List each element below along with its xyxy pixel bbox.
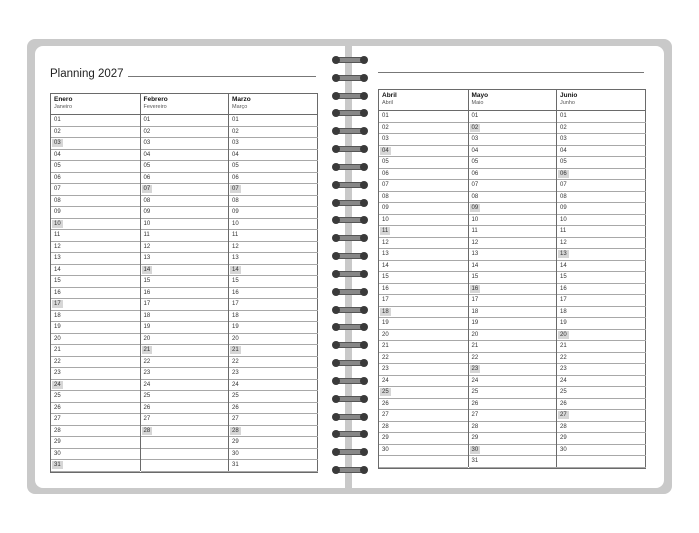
day-number: 15	[143, 278, 151, 284]
day-number: 30	[560, 446, 567, 453]
day-number: 22	[560, 354, 567, 361]
month-column	[556, 90, 646, 467]
binding-ring	[333, 307, 366, 313]
day-number: 08	[143, 197, 151, 204]
day-number: 28	[560, 423, 567, 430]
day-number: 27	[232, 416, 239, 422]
day-number: 16	[54, 289, 61, 296]
month-header	[141, 94, 230, 115]
binding-ring	[333, 164, 366, 170]
month-column	[51, 94, 140, 471]
ring-hole	[360, 163, 368, 171]
binding-ring	[333, 93, 366, 99]
ring-hole	[360, 306, 368, 314]
day-number: 26	[560, 400, 567, 407]
day-number: 01	[382, 113, 389, 119]
ring-hole	[332, 163, 340, 171]
day-number: 08	[382, 193, 389, 200]
day-number: 13	[471, 251, 479, 257]
day-number: 05	[143, 163, 151, 169]
ring-hole	[360, 56, 368, 64]
day-number: 31	[471, 458, 479, 464]
day-number: 22	[143, 358, 151, 365]
day-number: 06	[560, 170, 567, 177]
day-number: 21	[54, 347, 61, 353]
day-number: 20	[54, 335, 61, 342]
month-header	[51, 94, 140, 115]
day-number: 18	[560, 308, 567, 315]
day-number: 02	[143, 128, 151, 135]
day-number: 07	[143, 186, 151, 192]
ring-hole	[332, 181, 340, 189]
day-number: 25	[560, 389, 567, 395]
ring-hole	[332, 92, 340, 100]
day-number: 03	[471, 136, 479, 142]
day-number: 19	[471, 320, 479, 326]
month-header	[469, 90, 558, 111]
month-name-secondary: Janeiro	[54, 104, 73, 110]
day-number: 22	[382, 354, 389, 361]
day-number: 01	[143, 117, 151, 123]
day-number: 25	[382, 389, 389, 395]
month-name: Marzo	[232, 96, 251, 103]
day-number: 11	[143, 232, 150, 238]
day-number: 02	[560, 124, 567, 131]
day-number: 31	[232, 462, 239, 468]
day-number: 03	[232, 140, 239, 146]
binding-ring	[333, 449, 366, 455]
ring-hole	[332, 377, 340, 385]
day-number: 22	[54, 358, 61, 365]
day-number: 08	[54, 197, 61, 204]
day-number: 26	[232, 404, 239, 411]
day-number: 20	[232, 335, 239, 342]
day-number: 15	[382, 274, 389, 280]
day-number: 17	[232, 301, 239, 307]
day-number: 11	[560, 228, 567, 234]
month-name: Mayo	[471, 92, 489, 99]
binding-ring	[333, 182, 366, 188]
day-number: 10	[232, 220, 239, 227]
day-number: 27	[382, 412, 389, 418]
day-number: 02	[471, 124, 479, 131]
day-number: 09	[232, 209, 239, 215]
day-number: 13	[382, 251, 389, 257]
month-name: Febrero	[143, 96, 168, 103]
ring-hole	[332, 56, 340, 64]
day-number: 11	[232, 232, 239, 238]
ring-hole	[332, 270, 340, 278]
day-number: 12	[232, 243, 239, 250]
day-number: 22	[471, 354, 479, 361]
day-number: 06	[471, 170, 479, 177]
day-number: 14	[143, 266, 151, 273]
day-number: 23	[560, 366, 567, 372]
day-number: 29	[54, 439, 61, 445]
month-name: Abril	[382, 92, 397, 99]
day-number: 13	[560, 251, 567, 257]
day-number: 26	[471, 400, 479, 407]
day-number: 02	[232, 128, 239, 135]
page-title: Planning 2027	[50, 68, 124, 80]
day-number: 21	[232, 347, 239, 353]
title-underline	[128, 76, 316, 77]
day-number: 28	[143, 427, 151, 434]
day-number: 04	[382, 147, 389, 154]
day-number: 06	[232, 174, 239, 181]
ring-hole	[332, 288, 340, 296]
month-name: Enero	[54, 96, 73, 103]
day-number: 19	[560, 320, 567, 326]
day-number: 13	[54, 255, 61, 261]
day-number: 09	[560, 205, 567, 211]
day-number: 24	[560, 377, 567, 384]
planner-table-left	[50, 93, 318, 473]
day-number: 05	[382, 159, 389, 165]
day-number: 16	[560, 285, 567, 292]
title-underline-right	[378, 72, 644, 73]
day-number: 21	[143, 347, 151, 353]
ring-hole	[332, 127, 340, 135]
day-number: 09	[382, 205, 389, 211]
day-number: 04	[560, 147, 567, 154]
day-number: 13	[143, 255, 151, 261]
ring-hole	[360, 74, 368, 82]
day-number: 10	[471, 216, 479, 223]
day-number: 24	[382, 377, 389, 384]
day-number: 14	[560, 262, 567, 269]
day-number: 05	[471, 159, 479, 165]
day-number: 20	[471, 331, 479, 338]
day-number: 21	[471, 343, 479, 349]
ring-hole	[332, 109, 340, 117]
ring-hole	[332, 413, 340, 421]
day-number: 28	[54, 427, 61, 434]
day-number: 07	[382, 182, 389, 188]
day-number: 25	[232, 393, 239, 399]
day-number: 01	[232, 117, 239, 123]
day-number: 01	[560, 113, 567, 119]
ring-hole	[360, 92, 368, 100]
day-number: 23	[54, 370, 61, 376]
day-number: 24	[54, 381, 61, 388]
day-number: 28	[471, 423, 479, 430]
day-row[interactable]	[379, 455, 468, 468]
day-number: 29	[232, 439, 239, 445]
day-number: 17	[560, 297, 567, 303]
day-number: 23	[143, 370, 151, 376]
binding-ring	[333, 253, 366, 259]
day-number: 07	[560, 182, 567, 188]
binding-ring	[333, 200, 366, 206]
day-number: 19	[232, 324, 239, 330]
day-number: 24	[232, 381, 239, 388]
day-number: 15	[232, 278, 239, 284]
day-number: 30	[471, 446, 479, 453]
binding-ring	[333, 217, 366, 223]
day-number: 15	[560, 274, 567, 280]
day-number: 08	[232, 197, 239, 204]
day-number: 19	[143, 324, 151, 330]
day-number: 26	[382, 400, 389, 407]
day-number: 07	[232, 186, 239, 192]
binding-ring	[333, 360, 366, 366]
day-number: 14	[471, 262, 479, 269]
day-number: 13	[232, 255, 239, 261]
ring-hole	[360, 288, 368, 296]
day-number: 10	[560, 216, 567, 223]
month-header	[557, 90, 646, 111]
binding-ring	[333, 110, 366, 116]
binding-ring	[333, 431, 366, 437]
day-number: 14	[232, 266, 239, 273]
day-number: 05	[232, 163, 239, 169]
day-number: 14	[382, 262, 389, 269]
day-number: 12	[54, 243, 61, 250]
month-header	[379, 90, 468, 111]
binding-ring	[333, 235, 366, 241]
ring-hole	[360, 377, 368, 385]
day-row[interactable]	[51, 459, 140, 472]
day-number: 03	[54, 140, 61, 146]
day-number: 23	[232, 370, 239, 376]
day-number: 28	[382, 423, 389, 430]
ring-hole	[332, 306, 340, 314]
day-number: 21	[560, 343, 567, 349]
ring-hole	[332, 359, 340, 367]
day-number: 23	[471, 366, 479, 372]
ring-hole	[332, 323, 340, 331]
day-number: 09	[54, 209, 61, 215]
day-number: 16	[143, 289, 151, 296]
month-name-secondary: Junho	[560, 100, 575, 106]
binding-ring	[333, 289, 366, 295]
day-number: 11	[54, 232, 61, 238]
binding-ring	[333, 324, 366, 330]
day-number: 01	[54, 117, 61, 123]
day-number: 11	[471, 228, 478, 234]
day-number: 15	[471, 274, 479, 280]
day-number: 28	[232, 427, 239, 434]
ring-hole	[360, 270, 368, 278]
ring-hole	[360, 413, 368, 421]
day-number: 05	[560, 159, 567, 165]
day-number: 12	[143, 243, 151, 250]
day-number: 03	[143, 140, 151, 146]
day-number: 07	[54, 186, 61, 192]
binding-ring	[333, 378, 366, 384]
binding-ring	[333, 271, 366, 277]
day-number: 30	[232, 450, 239, 457]
day-number: 08	[560, 193, 567, 200]
ring-hole	[332, 216, 340, 224]
day-number: 10	[143, 220, 151, 227]
day-number: 27	[143, 416, 151, 422]
day-number: 06	[382, 170, 389, 177]
day-number: 27	[560, 412, 567, 418]
day-number: 07	[471, 182, 479, 188]
day-number: 30	[54, 450, 61, 457]
day-number: 06	[54, 174, 61, 181]
binding-ring	[333, 75, 366, 81]
day-number: 17	[471, 297, 479, 303]
day-number: 15	[54, 278, 61, 284]
ring-hole	[360, 181, 368, 189]
day-number: 10	[54, 220, 61, 227]
day-number: 18	[471, 308, 479, 315]
ring-hole	[360, 466, 368, 474]
day-number: 16	[232, 289, 239, 296]
ring-hole	[332, 430, 340, 438]
day-number: 23	[382, 366, 389, 372]
month-column	[468, 90, 558, 467]
day-number: 18	[54, 312, 61, 319]
day-number: 26	[54, 404, 61, 411]
day-number: 25	[54, 393, 61, 399]
day-number: 20	[560, 331, 567, 338]
month-name-secondary: Março	[232, 104, 248, 110]
day-number: 27	[471, 412, 479, 418]
day-number: 17	[54, 301, 61, 307]
day-number: 17	[382, 297, 389, 303]
day-number: 12	[471, 239, 479, 246]
binding-ring	[333, 57, 366, 63]
day-number: 05	[54, 163, 61, 169]
planner-table-right	[378, 89, 646, 469]
day-row[interactable]	[229, 459, 318, 472]
day-number: 14	[54, 266, 61, 273]
day-number: 11	[382, 228, 389, 234]
binding-ring	[333, 467, 366, 473]
day-number: 25	[143, 393, 151, 399]
day-number: 19	[54, 324, 61, 330]
day-number: 24	[471, 377, 479, 384]
day-row[interactable]	[557, 455, 646, 468]
day-number: 17	[143, 301, 151, 307]
day-number: 04	[143, 151, 151, 158]
day-number: 20	[143, 335, 151, 342]
day-number: 01	[471, 113, 479, 119]
month-name-secondary: Abril	[382, 100, 394, 106]
day-number: 16	[471, 285, 479, 292]
day-number: 18	[382, 308, 389, 315]
day-number: 12	[382, 239, 389, 246]
day-number: 16	[382, 285, 389, 292]
month-name-secondary: Maio	[471, 100, 484, 106]
ring-hole	[360, 359, 368, 367]
ring-hole	[332, 395, 340, 403]
ring-hole	[360, 199, 368, 207]
month-name-secondary: Fevereiro	[143, 104, 167, 110]
day-number: 06	[143, 174, 151, 181]
binding-ring	[333, 146, 366, 152]
day-number: 27	[54, 416, 61, 422]
month-name: Junio	[560, 92, 578, 99]
month-column	[140, 94, 230, 471]
day-row[interactable]	[141, 459, 230, 472]
day-number: 09	[471, 205, 479, 211]
month-column	[379, 90, 468, 467]
day-number: 12	[560, 239, 567, 246]
day-number: 03	[560, 136, 567, 142]
day-number: 09	[143, 209, 151, 215]
day-number: 29	[382, 435, 389, 441]
ring-hole	[332, 74, 340, 82]
day-number: 18	[232, 312, 239, 319]
day-number: 20	[382, 331, 389, 338]
day-number: 25	[471, 389, 479, 395]
day-number: 22	[232, 358, 239, 365]
day-number: 04	[471, 147, 479, 154]
binding-ring	[333, 414, 366, 420]
day-number: 08	[471, 193, 479, 200]
day-number: 31	[54, 462, 61, 468]
day-number: 21	[382, 343, 389, 349]
day-number: 04	[232, 151, 239, 158]
day-number: 04	[54, 151, 61, 158]
day-number: 18	[143, 312, 151, 319]
ring-hole	[332, 199, 340, 207]
day-number: 30	[382, 446, 389, 453]
binding-ring	[333, 128, 366, 134]
day-row[interactable]	[469, 455, 558, 468]
binding-ring	[333, 396, 366, 402]
ring-hole	[332, 234, 340, 242]
day-number: 10	[382, 216, 389, 223]
day-number: 02	[382, 124, 389, 131]
ring-hole	[332, 466, 340, 474]
month-header	[229, 94, 318, 115]
month-column	[228, 94, 318, 471]
day-number: 03	[382, 136, 389, 142]
ring-hole	[360, 395, 368, 403]
day-number: 26	[143, 404, 151, 411]
binding-ring	[333, 342, 366, 348]
day-number: 02	[54, 128, 61, 135]
day-number: 24	[143, 381, 151, 388]
day-number: 29	[471, 435, 479, 441]
day-number: 29	[560, 435, 567, 441]
day-number: 19	[382, 320, 389, 326]
